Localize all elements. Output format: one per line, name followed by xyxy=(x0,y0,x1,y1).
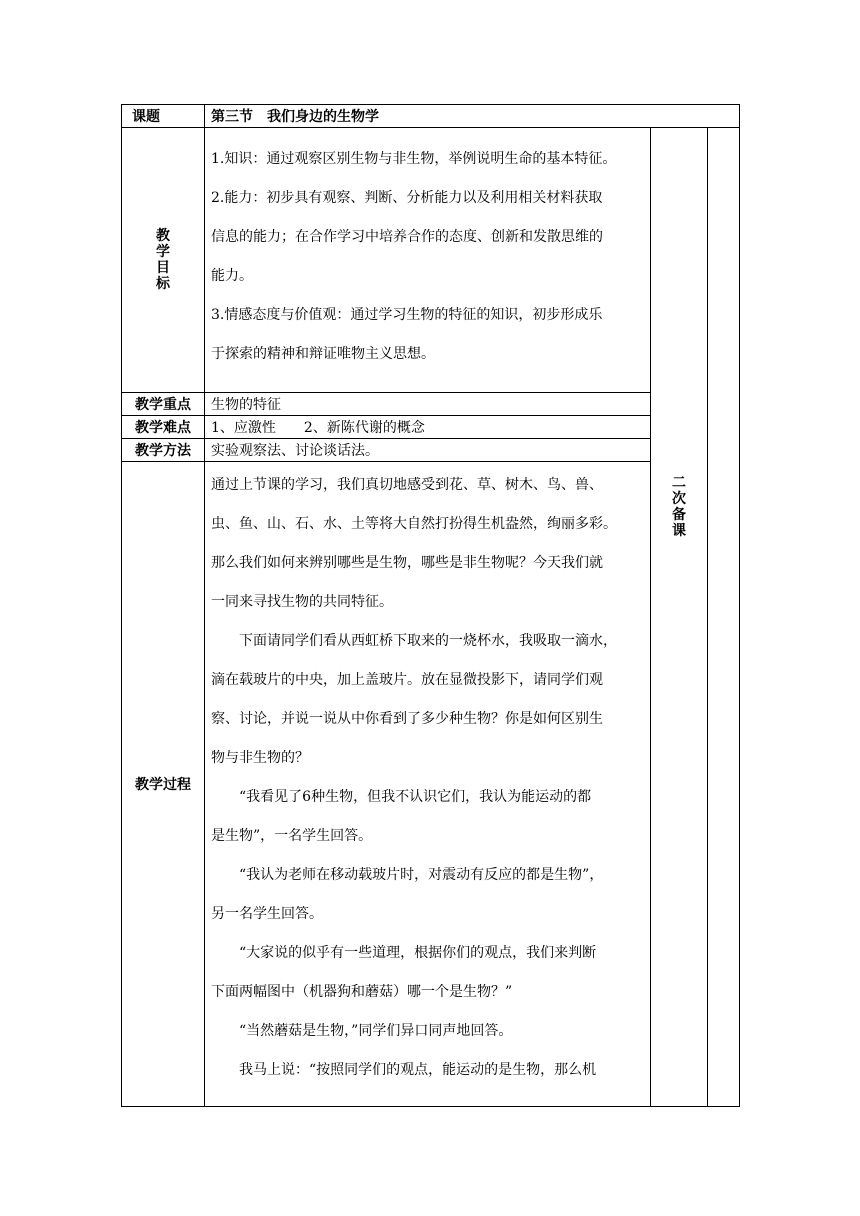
difficulties-value: 1、应激性 2、新陈代谢的概念 xyxy=(205,416,651,439)
objectives-content xyxy=(205,128,651,393)
objective-line: 3.情感态度与价值观：通过学习生物的特征的知识，初步形成乐 xyxy=(211,307,603,323)
second-prep-char: 备 xyxy=(672,507,686,523)
second-prep-cell xyxy=(651,128,708,1107)
objective-line: 2.能力：初步具有观察、判断、分析能力以及利用相关材料获取 xyxy=(211,190,603,206)
process-line: “大家说的似乎有一些道理，根据你们的观点，我们来判断 xyxy=(239,945,597,961)
process-row xyxy=(122,462,740,1107)
objective-line: 于探索的精神和辩证唯物主义思想。 xyxy=(211,346,435,362)
objectives-label-char: 目 xyxy=(156,260,170,276)
second-prep-char: 次 xyxy=(672,491,686,507)
process-line: 下面两幅图中（机器狗和蘑菇）哪一个是生物？” xyxy=(211,984,513,1000)
process-line: 那么我们如何来辨别哪些是生物，哪些是非生物呢？今天我们就 xyxy=(211,555,603,571)
process-line: 是生物”，一名学生回答。 xyxy=(211,828,373,844)
methods-row xyxy=(122,439,740,462)
process-line: 虫、鱼、山、石、水、土等将大自然打扮得生机盎然，绚丽多彩。 xyxy=(211,516,617,532)
key-points-label: 教学重点 xyxy=(122,393,205,416)
process-line: 另一名学生回答。 xyxy=(211,906,323,922)
process-line: “当然蘑菇是生物，”同学们异口同声地回答。 xyxy=(239,1023,513,1039)
second-prep-char: 课 xyxy=(672,523,686,539)
lesson-plan-table xyxy=(121,104,740,1107)
difficulties-row xyxy=(122,416,740,439)
process-line: 我马上说：“按照同学们的观点，能运动的是生物，那么机 xyxy=(239,1062,597,1078)
process-line: “我看见了6种生物，但我不认识它们，我认为能运动的都 xyxy=(239,789,592,805)
process-line: 滴在载玻片的中央，加上盖玻片。放在显微投影下，请同学们观 xyxy=(211,672,603,688)
process-content xyxy=(205,462,651,1107)
lesson-title: 第三节 我们身边的生物学 xyxy=(205,105,740,128)
objectives-label-char: 教 xyxy=(156,228,170,244)
objective-line: 1.知识：通过观察区别生物与非生物，举例说明生命的基本特征。 xyxy=(211,151,617,167)
topic-label: 课题 xyxy=(122,105,205,128)
second-prep-char: 二 xyxy=(672,475,686,491)
blank-column xyxy=(708,128,740,1107)
process-line: 察、讨论，并说一说从中你看到了多少种生物？你是如何区别生 xyxy=(211,711,603,727)
difficulties-label: 教学难点 xyxy=(122,416,205,439)
process-label: 教学过程 xyxy=(122,462,205,1107)
objectives-label xyxy=(122,128,205,393)
process-line: “我认为老师在移动载玻片时，对震动有反应的都是生物”， xyxy=(239,867,604,883)
key-points-value: 生物的特征 xyxy=(205,393,651,416)
objectives-label-char: 学 xyxy=(156,244,170,260)
objectives-row xyxy=(122,128,740,393)
process-line: 一同来寻找生物的共同特征。 xyxy=(211,594,393,610)
methods-label: 教学方法 xyxy=(122,439,205,462)
process-line: 物与非生物的？ xyxy=(211,750,309,766)
objective-line: 能力。 xyxy=(211,268,253,284)
key-points-row xyxy=(122,393,740,416)
topic-row xyxy=(122,105,740,128)
methods-value: 实验观察法、讨论谈话法。 xyxy=(205,439,651,462)
objective-line: 信息的能力；在合作学习中培养合作的态度、创新和发散思维的 xyxy=(211,229,603,245)
objectives-label-char: 标 xyxy=(156,276,170,292)
process-line: 下面请同学们看从西虹桥下取来的一烧杯水，我吸取一滴水， xyxy=(239,633,617,649)
process-line: 通过上节课的学习，我们真切地感受到花、草、树木、鸟、兽、 xyxy=(211,477,603,493)
